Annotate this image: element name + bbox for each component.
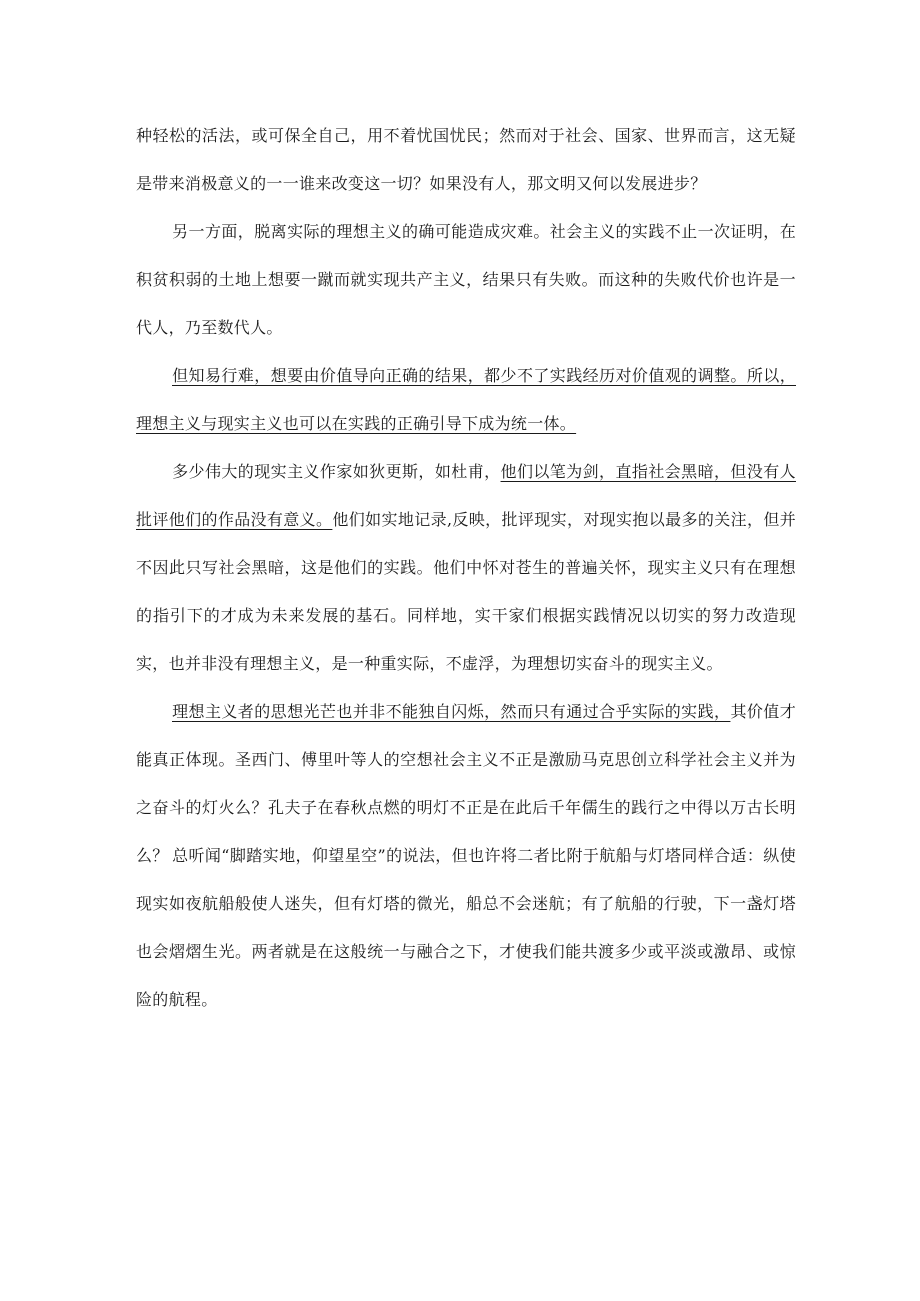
paragraph-1-text: 种轻松的活法，或可保全自己，用不着忧国忧民；然而对于社会、国家、世界而言，这无疑是带来消极意义的一一谁来改变这一切？如果没有人，那文明又何以发展进步？ (136, 126, 796, 193)
paragraph-6-text: 总听闻“脚踏实地，仰望星空”的说法，但也许将二者比附于航船与灯塔同样合适：纵使现实如夜航船般使人迷失，但有灯塔的微光，船总不会迷航；有了航船的行驶，下一盏灯塔也会熠熠生光。两者就是在这般统一与融合之下，才使我们能共渡多少或平淡或激昂、或惊险的航程。 (136, 846, 796, 1009)
paragraph-5-underlined-text: 理想主义者的思想光芒也并非不能独自闪烁，然而只有通过合乎实际的实践， (172, 702, 731, 721)
paragraph-3 (136, 352, 796, 448)
paragraph-4-text-a: 多少伟大的现实主义作家如狄更斯，如杜甫， (172, 462, 501, 481)
paragraph-5-text: 其价值才能真正体现。圣西门、傅里叶等人的空想社会主义不正是激励马克思创立科学社会主义并为之奋斗的灯火么？孔夫子在春秋点燃的明灯不正是在此后千年儒生的践行之中得以万古长明么？ (136, 702, 797, 865)
paragraph-1 (136, 112, 796, 208)
paragraph-4-text-b: 他们如实地记录,反映，批评现实，对现实抱以最多的关注，但并不因此只写社会黑暗，这是他们的实践。他们中怀对苍生的普遍关怀，现实主义只有在理想的指引下的才成为未来发展的基石。同样地，实干家们根据实践情况以切实的努力改造现实，也并非没有理想主义，是一种重实际，不虚浮，为理想切实奋斗的现实主义。 (136, 510, 796, 673)
paragraph-6 (136, 832, 796, 1024)
paragraph-4 (136, 448, 796, 688)
paragraph-3-underlined-text: 但知易行难，想要由价值导向正确的结果，都少不了实践经历对价值观的调整。所以，理想主义与现实主义也可以在实践的正确引导下成为统一体。 (136, 366, 796, 433)
paragraph-2 (136, 208, 796, 352)
paragraph-2-text: 另一方面，脱离实际的理想主义的确可能造成灾难。社会主义的实践不止一次证明，在积贫积弱的土地上想要一蹴而就实现共产主义，结果只有失败。而这种的失败代价也许是一代人，乃至数代人。 (136, 222, 796, 337)
paragraph-4-underlined-text: 他们以笔为剑，直指社会黑暗，但没有人批评他们的作品没有意义。 (136, 462, 796, 529)
